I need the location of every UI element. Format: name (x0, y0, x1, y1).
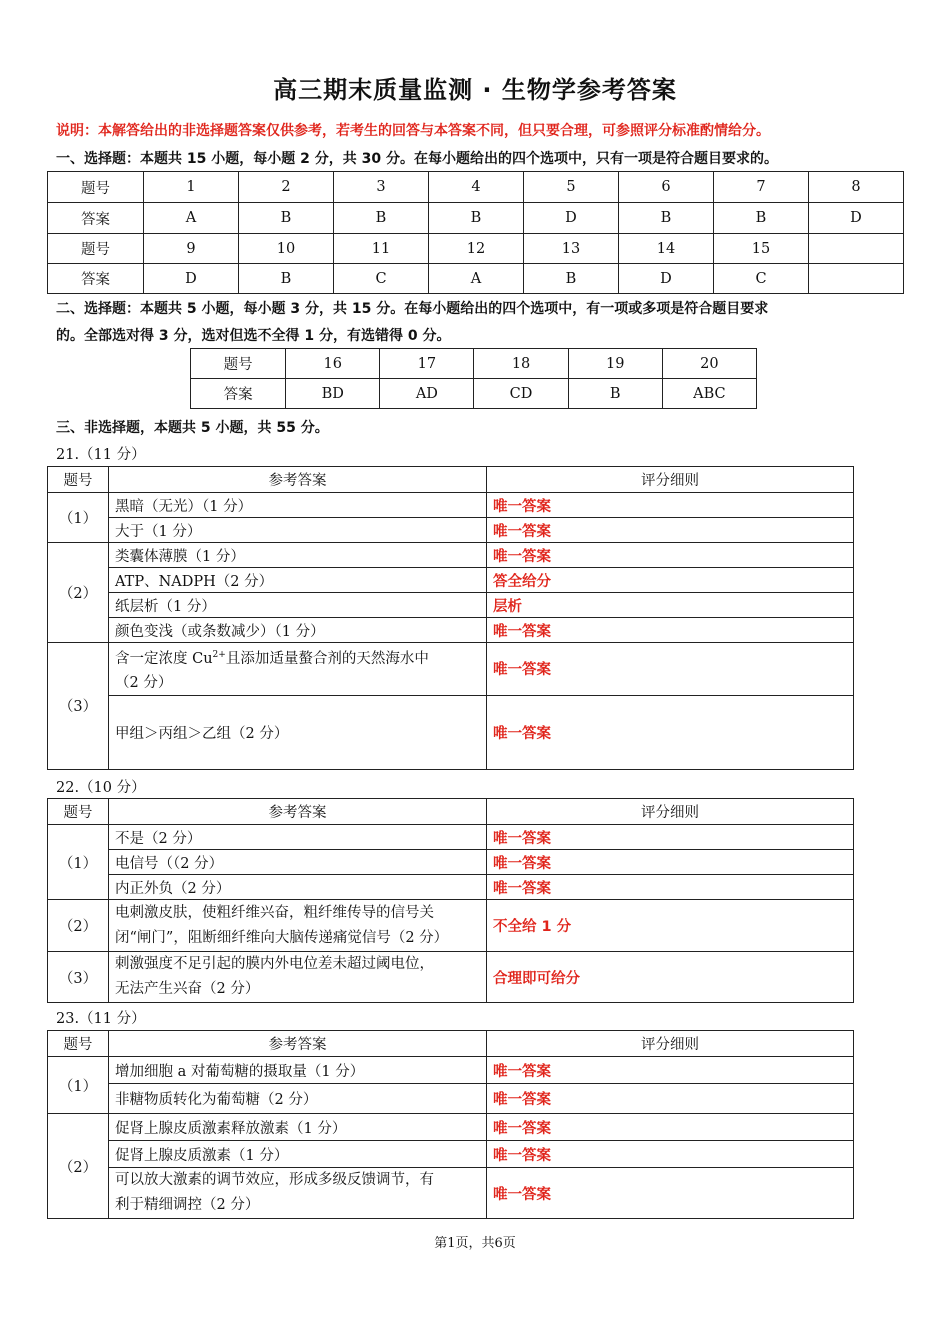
question-no: 8 (809, 172, 904, 203)
page-footer: 第1页，共6页 (434, 1236, 516, 1251)
answer-cell: B (619, 203, 714, 234)
reference-answer: 不是（2 分） (109, 825, 487, 850)
label-answer: 答案 (191, 379, 286, 409)
reference-answer: 大于（1 分） (109, 518, 487, 543)
table-row (48, 825, 854, 850)
reference-answer: 甲组＞丙组＞乙组（2 分） (109, 695, 487, 769)
table-row (48, 618, 854, 643)
answer-cell: D (619, 264, 714, 294)
question-no: 14 (619, 234, 714, 264)
q22-heading: 22.（10 分） (56, 780, 146, 796)
answer-cell (809, 264, 904, 294)
table-row (48, 543, 854, 568)
question-no: 9 (144, 234, 239, 264)
part-label: （2） (48, 900, 109, 952)
answer-text: （2 分） (115, 674, 173, 691)
answer-text: 刺激强度不足引起的膜内外电位差未超过阈电位， (115, 956, 434, 972)
scoring-rule: 唯一答案 (487, 1084, 854, 1114)
reference-answer (109, 900, 487, 952)
table-row (48, 518, 854, 543)
answer-text: 可以放大激素的调节效应，形成多级反馈调节，有 (115, 1172, 434, 1188)
reference-answer: 类囊体薄膜（1 分） (109, 543, 487, 568)
table-row (48, 172, 904, 203)
reference-answer: 纸层析（1 分） (109, 593, 487, 618)
table-row (48, 593, 854, 618)
reference-answer: 非糖物质转化为葡萄糖（2 分） (109, 1084, 487, 1114)
col-reference-answer: 参考答案 (109, 1031, 487, 1057)
table-row (48, 875, 854, 900)
question-no: 10 (239, 234, 334, 264)
section2-heading-line1: 二、选择题：本题共 5 小题，每小题 3 分，共 15 分。在每小题给出的四个选项中，有一项或多项是符合题目要求 (56, 301, 769, 317)
label-question-no: 题号 (48, 234, 144, 264)
scoring-rule: 合理即可给分 (487, 952, 854, 1003)
col-reference-answer: 参考答案 (109, 467, 487, 493)
answer-cell: B (524, 264, 619, 294)
reference-answer: 电信号（（2 分） (109, 850, 487, 875)
table-row (191, 379, 757, 409)
q23-table (47, 1030, 854, 1219)
answer-text: 且添加适量螯合剂的天然海水中 (225, 650, 429, 667)
question-no: 6 (619, 172, 714, 203)
answer-cell: B (568, 379, 662, 409)
reference-answer: 增加细胞 a 对葡萄糖的摄取量（1 分） (109, 1057, 487, 1084)
question-no: 5 (524, 172, 619, 203)
scoring-rule: 唯一答案 (487, 518, 854, 543)
answer-text: 含一定浓度 Cu (115, 650, 213, 667)
page-title: 高三期末质量监测 · 生物学参考答案 (273, 76, 677, 104)
answer-cell: A (429, 264, 524, 294)
part-label: （1） (48, 493, 109, 543)
part-label: （1） (48, 825, 109, 900)
label-question-no: 题号 (191, 349, 286, 379)
question-no (809, 234, 904, 264)
answer-cell: A (144, 203, 239, 234)
table-row (48, 1057, 854, 1084)
table-row (48, 203, 904, 234)
question-no: 17 (380, 349, 474, 379)
answer-cell: D (809, 203, 904, 234)
table-row (48, 264, 904, 294)
question-no: 20 (662, 349, 756, 379)
answer-cell: ABC (662, 379, 756, 409)
col-scoring-rule: 评分细则 (487, 1031, 854, 1057)
part-label: （3） (48, 643, 109, 770)
section1-answer-table (47, 171, 904, 294)
question-no: 12 (429, 234, 524, 264)
col-scoring-rule: 评分细则 (487, 467, 854, 493)
q21-table (47, 466, 854, 770)
answer-cell: BD (286, 379, 380, 409)
answer-cell: B (429, 203, 524, 234)
scoring-note: 说明：本解答给出的非选择题答案仅供参考，若考生的回答与本答案不同，但只要合理，可参照评分标准酌情给分。 (56, 123, 770, 139)
question-no: 4 (429, 172, 524, 203)
table-header-row (48, 467, 854, 493)
label-answer: 答案 (48, 203, 144, 234)
scoring-rule: 唯一答案 (487, 695, 854, 769)
reference-answer: 颜色变浅（或条数减少）（1 分） (109, 618, 487, 643)
part-label: （1） (48, 1057, 109, 1114)
answer-cell: CD (474, 379, 568, 409)
scoring-rule: 唯一答案 (487, 1057, 854, 1084)
answer-text: 利于精细调控（2 分） (115, 1197, 260, 1213)
reference-answer (109, 1168, 487, 1219)
q22-table (47, 798, 854, 1003)
col-question-no: 题号 (48, 799, 109, 825)
table-row (48, 568, 854, 593)
question-no: 18 (474, 349, 568, 379)
answer-text: 电刺激皮肤，使粗纤维兴奋，粗纤维传导的信号关 (115, 904, 434, 921)
scoring-rule: 唯一答案 (487, 850, 854, 875)
col-reference-answer: 参考答案 (109, 799, 487, 825)
table-row (48, 234, 904, 264)
answer-cell: B (334, 203, 429, 234)
scoring-rule: 唯一答案 (487, 1168, 854, 1219)
reference-answer: 内正外负（2 分） (109, 875, 487, 900)
question-no: 15 (714, 234, 809, 264)
scoring-rule: 唯一答案 (487, 1114, 854, 1141)
question-no: 19 (568, 349, 662, 379)
scoring-rule: 唯一答案 (487, 875, 854, 900)
table-row (48, 1168, 854, 1219)
answer-cell: B (239, 264, 334, 294)
answer-cell: AD (380, 379, 474, 409)
scoring-rule: 答全给分 (487, 568, 854, 593)
table-row (48, 952, 854, 1003)
scoring-rule: 唯一答案 (487, 543, 854, 568)
scoring-rule: 唯一答案 (487, 1141, 854, 1168)
answer-cell: B (714, 203, 809, 234)
part-label: （2） (48, 1114, 109, 1219)
question-no: 1 (144, 172, 239, 203)
question-no: 16 (286, 349, 380, 379)
answer-cell: D (524, 203, 619, 234)
q21-heading: 21.（11 分） (56, 447, 146, 463)
question-no: 7 (714, 172, 809, 203)
table-row (48, 900, 854, 952)
reference-answer: 促肾上腺皮质激素释放激素（1 分） (109, 1114, 487, 1141)
answer-text: 闭“闸门”，阻断细纤维向大脑传递痛觉信号（2 分） (115, 929, 449, 946)
answer-cell: D (144, 264, 239, 294)
answer-cell: C (334, 264, 429, 294)
table-header-row (48, 799, 854, 825)
reference-answer (109, 643, 487, 696)
table-row (48, 1114, 854, 1141)
table-header-row (48, 1031, 854, 1057)
reference-answer (109, 952, 487, 1003)
part-label: （2） (48, 543, 109, 643)
answer-cell: B (239, 203, 334, 234)
section3-heading: 三、非选择题，本题共 5 小题，共 55 分。 (56, 420, 329, 436)
label-answer: 答案 (48, 264, 144, 294)
table-row (48, 1084, 854, 1114)
question-no: 2 (239, 172, 334, 203)
scoring-rule: 层析 (487, 593, 854, 618)
reference-answer: 促肾上腺皮质激素（1 分） (109, 1141, 487, 1168)
scoring-rule: 唯一答案 (487, 643, 854, 696)
table-row (48, 850, 854, 875)
table-row (48, 643, 854, 696)
section1-heading: 一、选择题：本题共 15 小题，每小题 2 分，共 30 分。在每小题给出的四个选项中，只有一项是符合题目要求的。 (56, 151, 778, 167)
scoring-rule: 唯一答案 (487, 618, 854, 643)
reference-answer: ATP、NADPH（2 分） (109, 568, 487, 593)
answer-cell: C (714, 264, 809, 294)
scoring-rule: 不全给 1 分 (487, 900, 854, 952)
col-scoring-rule: 评分细则 (487, 799, 854, 825)
question-no: 3 (334, 172, 429, 203)
table-row (48, 493, 854, 518)
part-label: （3） (48, 952, 109, 1003)
scoring-rule: 唯一答案 (487, 493, 854, 518)
q23-heading: 23.（11 分） (56, 1011, 146, 1027)
table-row (48, 695, 854, 769)
ion-charge: 2+ (212, 650, 226, 660)
col-question-no: 题号 (48, 467, 109, 493)
label-question-no: 题号 (48, 172, 144, 203)
scoring-rule: 唯一答案 (487, 825, 854, 850)
answer-text: 无法产生兴奋（2 分） (115, 981, 260, 997)
table-row (191, 349, 757, 379)
section2-answer-table (190, 348, 757, 409)
col-question-no: 题号 (48, 1031, 109, 1057)
question-no: 11 (334, 234, 429, 264)
question-no: 13 (524, 234, 619, 264)
section2-heading-line2: 的。全部选对得 3 分，选对但选不全得 1 分，有选错得 0 分。 (56, 328, 451, 344)
table-row (48, 1141, 854, 1168)
reference-answer: 黑暗（无光）（1 分） (109, 493, 487, 518)
